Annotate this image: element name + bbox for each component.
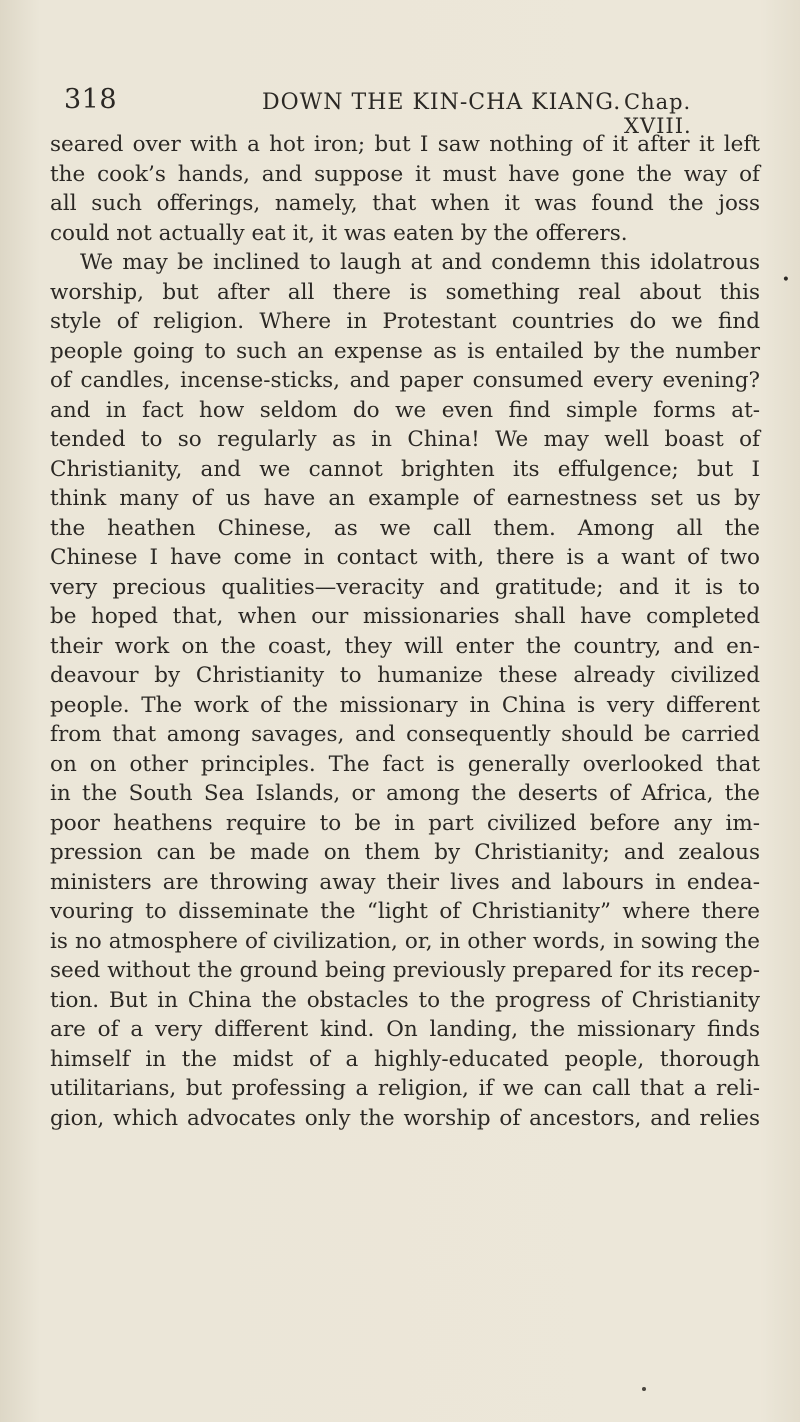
text-line: the heathen Chinese, as we call them. Among all the [50, 515, 760, 541]
text-line: ministers are throwing away their lives and labours in endea- [50, 869, 760, 895]
page-number: 318 [64, 84, 118, 115]
text-line: seed without the ground being previously prepared for its recep- [50, 958, 760, 983]
running-head [64, 84, 764, 138]
text-line: are of a very different kind. On landing, the missionary finds [50, 1017, 760, 1042]
text-line: be hoped that, when our missionaries shall have completed [50, 604, 760, 629]
text-line: of candles, incense-sticks, and paper consumed every evening? [50, 368, 760, 393]
text-line: people going to such an expense as is entailed by the number [50, 338, 760, 364]
text-line: and in fact how seldom do we even find simple forms at- [50, 397, 760, 423]
text-line: in the South Sea Islands, or among the deserts of Africa, the [50, 781, 760, 806]
text-line: their work on the coast, they will enter the country, and en- [50, 633, 760, 659]
running-title: DOWN THE KIN-CHA KIANG. [262, 90, 622, 115]
text-line: all such offerings, namely, that when it was found the joss [50, 191, 760, 216]
text-line: from that among savages, and consequently should be carried [50, 722, 760, 747]
text-line: style of religion. Where in Protestant countries do we find [50, 309, 760, 334]
text-line: seared over with a hot iron; but I saw nothing of it after it left [50, 132, 760, 157]
text-line: the cook’s hands, and suppose it must have gone the way of [50, 161, 760, 187]
text-line: himself in the midst of a highly-educated people, thorough [50, 1046, 760, 1072]
text-line: utilitarians, but professing a religion, if we can call that a reli- [50, 1076, 760, 1101]
text-line: think many of us have an example of earnestness set us by [50, 486, 760, 511]
text-line: Christianity, and we cannot brighten its effulgence; but I [50, 456, 760, 482]
text-line: We may be inclined to laugh at and condemn this idolatrous [80, 250, 760, 275]
text-line: poor heathens require to be in part civilized before any im- [50, 810, 760, 836]
text-line: pression can be made on them by Christianity; and zealous [50, 840, 760, 865]
chapter-mark: Chap. XVIII. [624, 90, 692, 138]
text-line: on on other principles. The fact is generally overlooked that [50, 751, 760, 777]
text-line: gion, which advocates only the worship of ancestors, and relies [50, 1105, 760, 1131]
text-line: could not actually eat it, it was eaten by the offerers. [50, 220, 628, 246]
text-line: very precious qualities—veracity and gratitude; and it is to [50, 574, 760, 600]
text-line: is no atmosphere of civilization, or, in other words, in sowing the [50, 928, 760, 954]
text-line: tended to so regularly as in China! We may well boast of [50, 427, 760, 452]
text-line: people. The work of the missionary in China is very different [50, 692, 760, 718]
body-text [50, 130, 760, 1133]
margin-mark: • [781, 272, 790, 288]
text-line: tion. But in China the obstacles to the progress of Christianity [50, 987, 760, 1013]
text-line: Chinese I have come in contact with, there is a want of two [50, 545, 760, 570]
text-line: worship, but after all there is something real about this [50, 279, 760, 305]
ink-speck [642, 1387, 646, 1391]
text-line: deavour by Christianity to humanize these already civilized [50, 663, 760, 688]
text-line: vouring to disseminate the “light of Christianity” where there [50, 899, 760, 924]
